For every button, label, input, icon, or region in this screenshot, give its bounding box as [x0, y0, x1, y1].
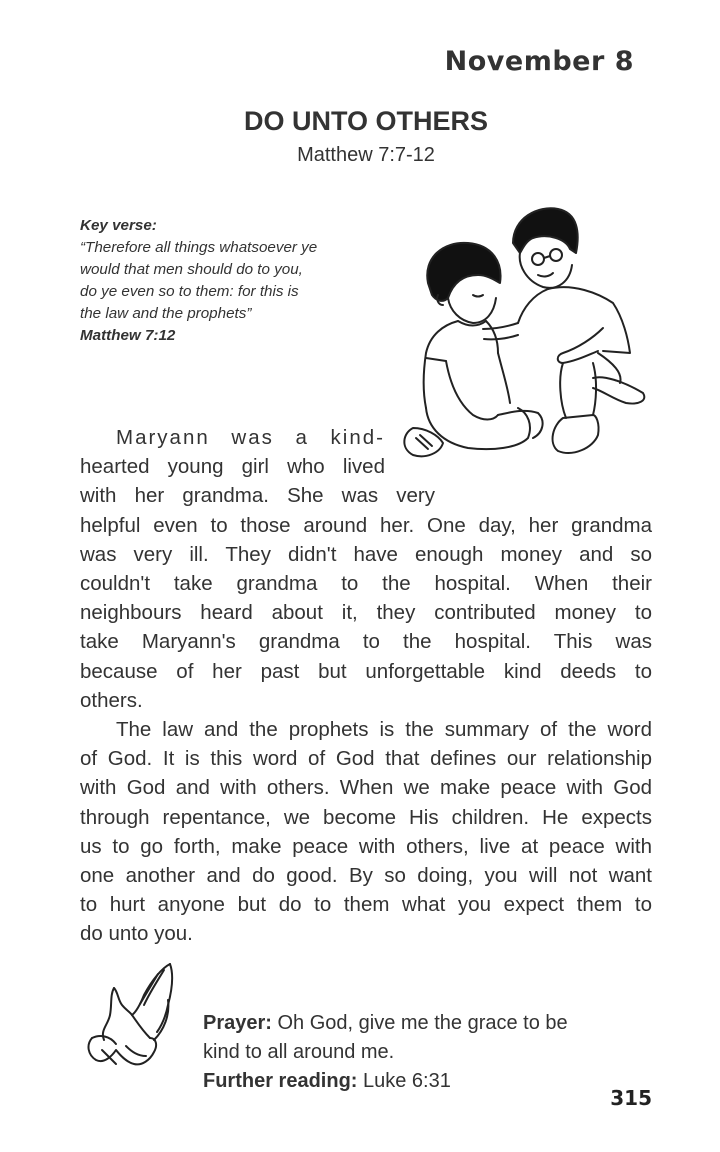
key-verse-line: do ye even so to them: for this is	[80, 283, 299, 300]
story-line: hearted young girl who lived	[80, 455, 385, 479]
story-line: through repentance, we become His children. He expects	[80, 805, 652, 829]
story-line: one another and do good. By so doing, you will not want	[80, 864, 652, 888]
story-line: was very ill. They didn't have enough money and so	[80, 542, 652, 566]
prayer-block	[203, 1009, 623, 1096]
story-line: of God. It is this word of God that defines our relationship	[80, 747, 652, 771]
story-line: because of her past but unforgettable kind deeds to	[80, 659, 652, 683]
further-reading-line	[203, 1067, 623, 1096]
prayer-label: Prayer:	[203, 1012, 272, 1034]
further-reading-label: Further reading:	[203, 1070, 358, 1092]
page-title: DO UNTO OTHERS	[243, 106, 488, 136]
page-number: 315	[610, 1086, 652, 1110]
key-verse-line: would that men should do to you,	[80, 261, 303, 278]
story-line: The law and the prophets is the summary of the word	[116, 718, 652, 742]
story-line: with her grandma. She was very	[80, 484, 435, 508]
prayer-text-line2: kind to all around me.	[203, 1041, 395, 1063]
key-verse-line: the law and the prophets”	[80, 305, 252, 322]
story-line: take Maryann's grandma to the hospital. This was	[80, 630, 652, 654]
story-line: couldn't take grandma to the hospital. When their	[80, 572, 652, 596]
story-line: neighbours heard about it, they contributed money to	[80, 601, 652, 625]
key-verse-label: Key verse:	[80, 217, 157, 234]
story-line: helpful even to those around her. One day, her grandma	[80, 513, 652, 537]
page-date: November 8	[444, 46, 634, 77]
story-line: others.	[80, 688, 143, 712]
key-verse-block	[80, 215, 380, 347]
story-text	[80, 423, 652, 949]
further-reading-text: Luke 6:31	[357, 1070, 451, 1092]
key-verse-line: “Therefore all things whatsoever ye	[80, 239, 318, 256]
story-line: Maryann was a kind-	[116, 426, 385, 449]
story-line: do unto you.	[80, 922, 193, 946]
story-line: us to go forth, make peace with others, live at peace with	[80, 834, 652, 858]
bible-passage: Matthew 7:7-12	[297, 144, 435, 166]
story-line: to hurt anyone but do to them what you expect them to	[80, 893, 652, 917]
prayer-text: Oh God, give me the grace to be	[271, 1012, 568, 1034]
key-verse-reference: Matthew 7:12	[80, 327, 176, 344]
praying-hands-icon	[82, 960, 182, 1072]
story-line: with God and with others. When we make peace with God	[80, 776, 652, 800]
prayer-line	[203, 1009, 623, 1038]
